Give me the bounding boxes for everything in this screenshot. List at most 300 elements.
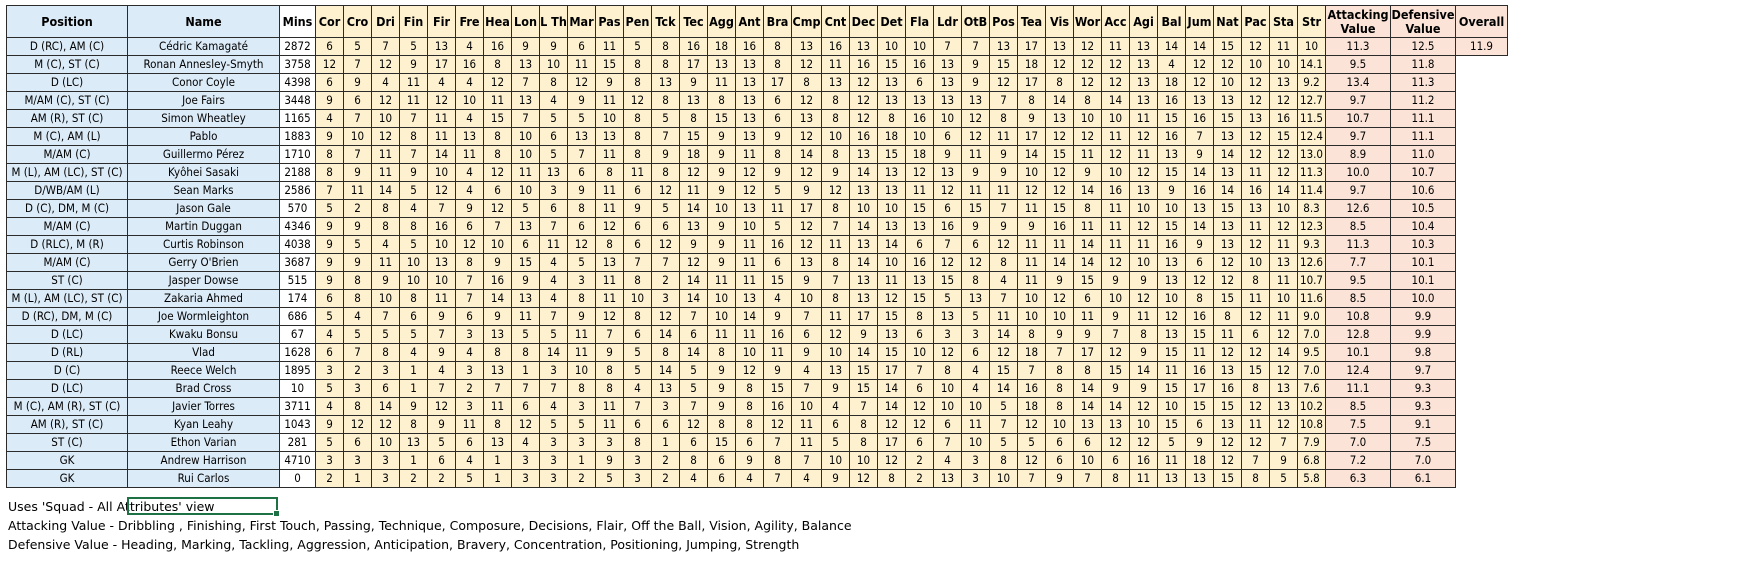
- cell-fla[interactable]: 2: [906, 470, 934, 488]
- cell-agi[interactable]: 13: [1130, 92, 1158, 110]
- cell-pen[interactable]: 6: [624, 182, 652, 200]
- cell-pen[interactable]: 5: [624, 344, 652, 362]
- cell-otb[interactable]: 5: [962, 308, 990, 326]
- cell-pac[interactable]: 12: [1242, 398, 1270, 416]
- cell-agg[interactable]: 9: [708, 146, 736, 164]
- selected-cell-cursor[interactable]: [127, 497, 278, 515]
- cell-wor[interactable]: 10: [1074, 110, 1102, 128]
- cell-pos[interactable]: 4: [990, 272, 1018, 290]
- cell-otb[interactable]: 7: [962, 38, 990, 56]
- cell-hea[interactable]: 7: [484, 218, 512, 236]
- cell-hea[interactable]: 13: [484, 326, 512, 344]
- cell-ant[interactable]: 13: [736, 74, 764, 92]
- cell-dri[interactable]: 8: [372, 218, 400, 236]
- cell-tck[interactable]: 3: [652, 398, 680, 416]
- cell-ldr[interactable]: 4: [934, 452, 962, 470]
- cell-nat[interactable]: 14: [1214, 146, 1242, 164]
- cell-cor[interactable]: 6: [316, 344, 344, 362]
- cell-cro[interactable]: 8: [344, 272, 372, 290]
- cell-otb[interactable]: 11: [962, 416, 990, 434]
- cell-nat[interactable]: 12: [1214, 254, 1242, 272]
- cell-tec[interactable]: 7: [680, 308, 708, 326]
- cell-otb[interactable]: 15: [962, 200, 990, 218]
- cell-cor[interactable]: 3: [316, 452, 344, 470]
- column-header-mins[interactable]: Mins: [280, 6, 316, 38]
- cell-acc[interactable]: 12: [1102, 146, 1130, 164]
- cell-overall[interactable]: 11.9: [1456, 38, 1508, 56]
- cell-position[interactable]: M/AM (C), ST (C): [7, 92, 128, 110]
- cell-wor[interactable]: 12: [1074, 128, 1102, 146]
- cell-mar[interactable]: 7: [568, 146, 596, 164]
- cell-hea[interactable]: 10: [484, 236, 512, 254]
- cell-acc[interactable]: 12: [1102, 56, 1130, 74]
- note-defensive-value[interactable]: Defensive Value - Heading, Marking, Tackling, Aggression, Anticipation, Bravery, Concentration, Positioning, Jumping, Strength: [8, 537, 800, 552]
- cell-pen[interactable]: 10: [624, 290, 652, 308]
- cell-agi[interactable]: 16: [1130, 452, 1158, 470]
- cell-tea[interactable]: 10: [1018, 290, 1046, 308]
- cell-hea[interactable]: 9: [484, 308, 512, 326]
- cell-mar[interactable]: 2: [568, 470, 596, 488]
- cell-bra[interactable]: 9: [764, 128, 792, 146]
- cell-tck[interactable]: 14: [652, 362, 680, 380]
- cell-agg[interactable]: 10: [708, 308, 736, 326]
- cell-fla[interactable]: 6: [906, 74, 934, 92]
- cell-otb[interactable]: 12: [962, 128, 990, 146]
- cell-position[interactable]: D (LC): [7, 74, 128, 92]
- cell-fir[interactable]: 11: [428, 110, 456, 128]
- cell-agi[interactable]: 12: [1130, 398, 1158, 416]
- cell-wor[interactable]: 8: [1074, 200, 1102, 218]
- cell-ldr[interactable]: 5: [934, 290, 962, 308]
- cell-fin[interactable]: 2: [400, 470, 428, 488]
- cell-pas[interactable]: 9: [596, 344, 624, 362]
- cell-bra[interactable]: 15: [764, 272, 792, 290]
- cell-defensive-value[interactable]: 7.0: [1391, 452, 1456, 470]
- cell-mins[interactable]: 10: [280, 380, 316, 398]
- column-header-fir[interactable]: Fir: [428, 6, 456, 38]
- cell-sta[interactable]: 12: [1270, 146, 1298, 164]
- cell-pas[interactable]: 11: [596, 416, 624, 434]
- cell-bal[interactable]: 5: [1158, 434, 1186, 452]
- cell-jum[interactable]: 6: [1186, 416, 1214, 434]
- column-header-hea[interactable]: Hea: [484, 6, 512, 38]
- cell-vis[interactable]: 14: [1046, 254, 1074, 272]
- cell-ant[interactable]: 13: [736, 290, 764, 308]
- cell-agg[interactable]: 10: [708, 200, 736, 218]
- cell-cro[interactable]: 7: [344, 110, 372, 128]
- cell-cmp[interactable]: 9: [792, 344, 822, 362]
- cell-name[interactable]: Joe Wormleighton: [128, 308, 280, 326]
- cell-fla[interactable]: 12: [906, 164, 934, 182]
- cell-cnt[interactable]: 10: [822, 344, 850, 362]
- cell-attacking-value[interactable]: 9.7: [1326, 92, 1391, 110]
- cell-attacking-value[interactable]: 10.0: [1326, 164, 1391, 182]
- cell-cor[interactable]: 5: [316, 200, 344, 218]
- cell-dri[interactable]: 3: [372, 470, 400, 488]
- cell-fir[interactable]: 10: [428, 272, 456, 290]
- cell-acc[interactable]: 13: [1102, 416, 1130, 434]
- cell-bal[interactable]: 14: [1158, 38, 1186, 56]
- cell-mins[interactable]: 3448: [280, 92, 316, 110]
- cell-agi[interactable]: 12: [1130, 290, 1158, 308]
- cell-cro[interactable]: 5: [344, 236, 372, 254]
- cell-position[interactable]: M/AM (C): [7, 254, 128, 272]
- cell-tck[interactable]: 8: [652, 38, 680, 56]
- cell-wor[interactable]: 6: [1074, 434, 1102, 452]
- cell-mins[interactable]: 2586: [280, 182, 316, 200]
- cell-fre[interactable]: 6: [456, 434, 484, 452]
- cell-hea[interactable]: 16: [484, 38, 512, 56]
- cell-mar[interactable]: 10: [568, 362, 596, 380]
- cell-str[interactable]: 9.2: [1298, 74, 1326, 92]
- cell-bra[interactable]: 17: [764, 74, 792, 92]
- column-header-tea[interactable]: Tea: [1018, 6, 1046, 38]
- cell-hea[interactable]: 12: [484, 74, 512, 92]
- cell-mar[interactable]: 8: [568, 200, 596, 218]
- cell-wor[interactable]: 12: [1074, 38, 1102, 56]
- cell-pen[interactable]: 3: [624, 470, 652, 488]
- cell-name[interactable]: Joe Fairs: [128, 92, 280, 110]
- column-header-pas[interactable]: Pas: [596, 6, 624, 38]
- cell-fla[interactable]: 6: [906, 236, 934, 254]
- cell-cmp[interactable]: 13: [792, 38, 822, 56]
- cell-name[interactable]: Brad Cross: [128, 380, 280, 398]
- cell-otb[interactable]: 13: [962, 92, 990, 110]
- cell-pen[interactable]: 7: [624, 398, 652, 416]
- cell-sta[interactable]: 13: [1270, 380, 1298, 398]
- cell-nat[interactable]: 13: [1214, 236, 1242, 254]
- cell-cor[interactable]: 6: [316, 74, 344, 92]
- cell-tea[interactable]: 11: [1018, 272, 1046, 290]
- cell-pas[interactable]: 15: [596, 56, 624, 74]
- cell-dri[interactable]: 7: [372, 38, 400, 56]
- cell-name[interactable]: Kwaku Bonsu: [128, 326, 280, 344]
- cell-defensive-value[interactable]: 10.1: [1391, 254, 1456, 272]
- cell-acc[interactable]: 14: [1102, 92, 1130, 110]
- cell-wor[interactable]: 14: [1074, 254, 1102, 272]
- cell-agi[interactable]: 8: [1130, 326, 1158, 344]
- cell-name[interactable]: Vlad: [128, 344, 280, 362]
- cell-bra[interactable]: 4: [764, 290, 792, 308]
- cell-vis[interactable]: 9: [1046, 470, 1074, 488]
- cell-ant[interactable]: 8: [736, 380, 764, 398]
- cell-cor[interactable]: 6: [316, 38, 344, 56]
- cell-fre[interactable]: 16: [456, 56, 484, 74]
- cell-l-th[interactable]: 7: [540, 380, 568, 398]
- cell-fre[interactable]: 3: [456, 362, 484, 380]
- cell-lon[interactable]: 15: [512, 254, 540, 272]
- cell-dri[interactable]: 12: [372, 416, 400, 434]
- cell-lon[interactable]: 3: [512, 470, 540, 488]
- column-header-tec[interactable]: Tec: [680, 6, 708, 38]
- cell-lon[interactable]: 13: [512, 56, 540, 74]
- cell-dec[interactable]: 12: [850, 470, 878, 488]
- cell-l-th[interactable]: 9: [540, 38, 568, 56]
- cell-str[interactable]: 5.8: [1298, 470, 1326, 488]
- cell-jum[interactable]: 7: [1186, 128, 1214, 146]
- cell-defensive-value[interactable]: 10.3: [1391, 236, 1456, 254]
- cell-pas[interactable]: 11: [596, 200, 624, 218]
- cell-position[interactable]: D (C), DM, M (C): [7, 200, 128, 218]
- cell-sta[interactable]: 16: [1270, 110, 1298, 128]
- cell-pac[interactable]: 12: [1242, 38, 1270, 56]
- cell-fir[interactable]: 9: [428, 344, 456, 362]
- column-header-pen[interactable]: Pen: [624, 6, 652, 38]
- cell-det[interactable]: 15: [878, 344, 906, 362]
- cell-lon[interactable]: 6: [512, 398, 540, 416]
- cell-tck[interactable]: 1: [652, 434, 680, 452]
- cell-fin[interactable]: 1: [400, 380, 428, 398]
- cell-otb[interactable]: 12: [962, 110, 990, 128]
- cell-dri[interactable]: 3: [372, 452, 400, 470]
- cell-dec[interactable]: 14: [850, 164, 878, 182]
- cell-fir[interactable]: 5: [428, 434, 456, 452]
- cell-tec[interactable]: 14: [680, 200, 708, 218]
- cell-pac[interactable]: 12: [1242, 74, 1270, 92]
- cell-cmp[interactable]: 7: [792, 308, 822, 326]
- cell-tec[interactable]: 9: [680, 236, 708, 254]
- cell-str[interactable]: 12.4: [1298, 128, 1326, 146]
- cell-pos[interactable]: 5: [990, 434, 1018, 452]
- cell-pas[interactable]: 12: [596, 308, 624, 326]
- column-header-overall[interactable]: Overall: [1456, 6, 1508, 38]
- cell-fir[interactable]: 11: [428, 128, 456, 146]
- cell-vis[interactable]: 11: [1046, 236, 1074, 254]
- cell-agi[interactable]: 12: [1130, 164, 1158, 182]
- cell-pas[interactable]: 8: [596, 362, 624, 380]
- cell-jum[interactable]: 9: [1186, 146, 1214, 164]
- cell-tck[interactable]: 14: [652, 326, 680, 344]
- cell-pen[interactable]: 8: [624, 146, 652, 164]
- cell-fin[interactable]: 5: [400, 236, 428, 254]
- cell-cnt[interactable]: 8: [822, 92, 850, 110]
- cell-jum[interactable]: 12: [1186, 74, 1214, 92]
- cell-position[interactable]: AM (R), ST (C): [7, 110, 128, 128]
- cell-pos[interactable]: 13: [990, 38, 1018, 56]
- cell-fir[interactable]: 9: [428, 416, 456, 434]
- column-header-dri[interactable]: Dri: [372, 6, 400, 38]
- cell-position[interactable]: M (C), ST (C): [7, 56, 128, 74]
- cell-lon[interactable]: 5: [512, 326, 540, 344]
- column-header-agi[interactable]: Agi: [1130, 6, 1158, 38]
- cell-lon[interactable]: 7: [512, 74, 540, 92]
- note-attacking-value[interactable]: Attacking Value - Dribbling , Finishing, First Touch, Passing, Technique, Composure, Decisions, Flair, Off the Ball, Vision, Agility, Balance: [8, 518, 852, 533]
- cell-otb[interactable]: 10: [962, 398, 990, 416]
- cell-fre[interactable]: 6: [456, 308, 484, 326]
- cell-ant[interactable]: 13: [736, 92, 764, 110]
- cell-fin[interactable]: 1: [400, 452, 428, 470]
- cell-ant[interactable]: 4: [736, 470, 764, 488]
- cell-wor[interactable]: 12: [1074, 56, 1102, 74]
- cell-mins[interactable]: 4398: [280, 74, 316, 92]
- cell-fir[interactable]: 10: [428, 164, 456, 182]
- cell-hea[interactable]: 11: [484, 398, 512, 416]
- cell-defensive-value[interactable]: 12.5: [1391, 38, 1456, 56]
- cell-pos[interactable]: 12: [990, 236, 1018, 254]
- cell-mins[interactable]: 67: [280, 326, 316, 344]
- cell-fre[interactable]: 8: [456, 254, 484, 272]
- cell-pos[interactable]: 5: [990, 398, 1018, 416]
- cell-fin[interactable]: 11: [400, 74, 428, 92]
- cell-cro[interactable]: 9: [344, 218, 372, 236]
- cell-defensive-value[interactable]: 10.6: [1391, 182, 1456, 200]
- cell-hea[interactable]: 6: [484, 182, 512, 200]
- cell-vis[interactable]: 9: [1046, 326, 1074, 344]
- cell-vis[interactable]: 13: [1046, 110, 1074, 128]
- cell-fre[interactable]: 11: [456, 146, 484, 164]
- cell-cmp[interactable]: 17: [792, 200, 822, 218]
- cell-ldr[interactable]: 13: [934, 56, 962, 74]
- cell-pos[interactable]: 15: [990, 56, 1018, 74]
- cell-tea[interactable]: 8: [1018, 326, 1046, 344]
- cell-agg[interactable]: 6: [708, 452, 736, 470]
- cell-wor[interactable]: 17: [1074, 344, 1102, 362]
- cell-vis[interactable]: 15: [1046, 146, 1074, 164]
- cell-ldr[interactable]: 13: [934, 470, 962, 488]
- cell-cmp[interactable]: 4: [792, 470, 822, 488]
- cell-defensive-value[interactable]: 11.3: [1391, 74, 1456, 92]
- cell-fre[interactable]: 7: [456, 272, 484, 290]
- cell-tea[interactable]: 14: [1018, 146, 1046, 164]
- cell-vis[interactable]: 10: [1046, 416, 1074, 434]
- cell-nat[interactable]: 15: [1214, 110, 1242, 128]
- cell-vis[interactable]: 6: [1046, 452, 1074, 470]
- cell-defensive-value[interactable]: 10.1: [1391, 272, 1456, 290]
- cell-wor[interactable]: 11: [1074, 146, 1102, 164]
- cell-jum[interactable]: 16: [1186, 110, 1214, 128]
- cell-agg[interactable]: 8: [708, 416, 736, 434]
- cell-tck[interactable]: 8: [652, 92, 680, 110]
- cell-pas[interactable]: 11: [596, 290, 624, 308]
- cell-agg[interactable]: 15: [708, 110, 736, 128]
- cell-tec[interactable]: 4: [680, 470, 708, 488]
- cell-pen[interactable]: 8: [624, 110, 652, 128]
- cell-dec[interactable]: 12: [850, 110, 878, 128]
- cell-agg[interactable]: 10: [708, 290, 736, 308]
- cell-tea[interactable]: 17: [1018, 128, 1046, 146]
- cell-lon[interactable]: 4: [512, 434, 540, 452]
- cell-str[interactable]: 10.8: [1298, 416, 1326, 434]
- cell-name[interactable]: Reece Welch: [128, 362, 280, 380]
- cell-str[interactable]: 8.3: [1298, 200, 1326, 218]
- cell-tec[interactable]: 12: [680, 254, 708, 272]
- column-header-lon[interactable]: Lon: [512, 6, 540, 38]
- cell-tck[interactable]: 6: [652, 416, 680, 434]
- cell-mins[interactable]: 0: [280, 470, 316, 488]
- column-header-acc[interactable]: Acc: [1102, 6, 1130, 38]
- cell-tea[interactable]: 11: [1018, 200, 1046, 218]
- cell-fir[interactable]: 16: [428, 218, 456, 236]
- cell-bra[interactable]: 8: [764, 38, 792, 56]
- cell-bra[interactable]: 9: [764, 164, 792, 182]
- cell-dec[interactable]: 16: [850, 56, 878, 74]
- cell-pac[interactable]: 8: [1242, 470, 1270, 488]
- cell-pos[interactable]: 8: [990, 254, 1018, 272]
- cell-fir[interactable]: 13: [428, 38, 456, 56]
- cell-name[interactable]: Guillermo Pérez: [128, 146, 280, 164]
- cell-sta[interactable]: 11: [1270, 308, 1298, 326]
- cell-nat[interactable]: 13: [1214, 128, 1242, 146]
- cell-dec[interactable]: 12: [850, 92, 878, 110]
- cell-bal[interactable]: 15: [1158, 416, 1186, 434]
- cell-ldr[interactable]: 6: [934, 200, 962, 218]
- cell-pac[interactable]: 16: [1242, 182, 1270, 200]
- cell-tea[interactable]: 10: [1018, 308, 1046, 326]
- cell-tck[interactable]: 2: [652, 470, 680, 488]
- cell-dri[interactable]: 4: [372, 236, 400, 254]
- cell-acc[interactable]: 11: [1102, 236, 1130, 254]
- cell-otb[interactable]: 3: [962, 326, 990, 344]
- cell-fla[interactable]: 10: [906, 128, 934, 146]
- cell-agi[interactable]: 12: [1130, 128, 1158, 146]
- cell-acc[interactable]: 11: [1102, 128, 1130, 146]
- cell-position[interactable]: GK: [7, 452, 128, 470]
- cell-det[interactable]: 13: [878, 74, 906, 92]
- cell-pas[interactable]: 8: [596, 380, 624, 398]
- cell-cmp[interactable]: 12: [792, 128, 822, 146]
- cell-pas[interactable]: 12: [596, 218, 624, 236]
- cell-fla[interactable]: 18: [906, 146, 934, 164]
- cell-fla[interactable]: 13: [906, 272, 934, 290]
- cell-tec[interactable]: 14: [680, 344, 708, 362]
- cell-pos[interactable]: 9: [990, 164, 1018, 182]
- cell-det[interactable]: 10: [878, 38, 906, 56]
- cell-tec[interactable]: 7: [680, 398, 708, 416]
- cell-pen[interactable]: 12: [624, 92, 652, 110]
- cell-tea[interactable]: 16: [1018, 380, 1046, 398]
- cell-dri[interactable]: 12: [372, 92, 400, 110]
- cell-agi[interactable]: 9: [1130, 272, 1158, 290]
- note-view-used[interactable]: Uses 'Squad - All Attributes' view: [8, 499, 215, 514]
- cell-attacking-value[interactable]: 10.8: [1326, 308, 1391, 326]
- cell-position[interactable]: M/AM (C): [7, 218, 128, 236]
- cell-defensive-value[interactable]: 11.1: [1391, 128, 1456, 146]
- cell-cmp[interactable]: 12: [792, 236, 822, 254]
- cell-name[interactable]: Jasper Dowse: [128, 272, 280, 290]
- cell-acc[interactable]: 8: [1102, 470, 1130, 488]
- cell-bra[interactable]: 15: [764, 380, 792, 398]
- cell-otb[interactable]: 3: [962, 470, 990, 488]
- cell-bal[interactable]: 18: [1158, 74, 1186, 92]
- cell-bal[interactable]: 15: [1158, 380, 1186, 398]
- column-header-dec[interactable]: Dec: [850, 6, 878, 38]
- cell-cmp[interactable]: 14: [792, 146, 822, 164]
- cell-bal[interactable]: 16: [1158, 92, 1186, 110]
- cell-otb[interactable]: 11: [962, 182, 990, 200]
- cell-fir[interactable]: 2: [428, 470, 456, 488]
- cell-pen[interactable]: 8: [624, 434, 652, 452]
- cell-jum[interactable]: 8: [1186, 290, 1214, 308]
- cell-mar[interactable]: 9: [568, 182, 596, 200]
- cell-fir[interactable]: 9: [428, 308, 456, 326]
- cell-fre[interactable]: 13: [456, 128, 484, 146]
- cell-str[interactable]: 7.6: [1298, 380, 1326, 398]
- column-header-fla[interactable]: Fla: [906, 6, 934, 38]
- cell-str[interactable]: 10.2: [1298, 398, 1326, 416]
- cell-mins[interactable]: 3687: [280, 254, 316, 272]
- cell-cmp[interactable]: 13: [792, 254, 822, 272]
- cell-attacking-value[interactable]: 9.5: [1326, 272, 1391, 290]
- column-header-fre[interactable]: Fre: [456, 6, 484, 38]
- cell-agg[interactable]: 9: [708, 254, 736, 272]
- cell-fin[interactable]: 5: [400, 38, 428, 56]
- cell-position[interactable]: D (RC), DM, M (C): [7, 308, 128, 326]
- cell-det[interactable]: 15: [878, 146, 906, 164]
- cell-name[interactable]: Rui Carlos: [128, 470, 280, 488]
- cell-lon[interactable]: 10: [512, 146, 540, 164]
- cell-pac[interactable]: 11: [1242, 290, 1270, 308]
- cell-mar[interactable]: 6: [568, 38, 596, 56]
